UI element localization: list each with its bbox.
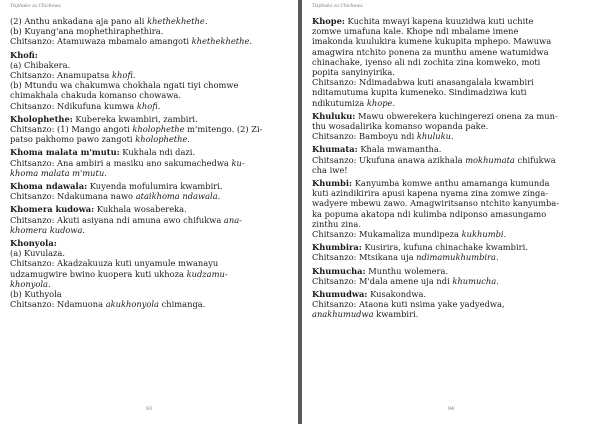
headword: Khumudwa: (312, 289, 368, 300)
example-term: ataikhoma ndawala (135, 191, 218, 202)
entry-text: Khala mwamantha. (357, 144, 442, 155)
entry-line (312, 188, 590, 198)
entry-line (312, 289, 590, 299)
entry-line (312, 67, 590, 77)
entry-text: chinachake, iyenso ali ndi zochita zina komweko, moti (312, 56, 541, 67)
entry-text: Chitsanzo: Mtsikana uja (312, 252, 417, 263)
entry-line (312, 266, 590, 276)
entry-line (10, 114, 288, 124)
entry-text: Kubereka kwambiri, zambiri. (72, 113, 198, 124)
dictionary-entry (312, 16, 590, 108)
entry-text: Kuchita mwayi kapena kuuzidwa kuti uchite (344, 16, 534, 26)
entry-line (312, 252, 590, 262)
entry-text: Chitsanzo: Bamboyu ndi (312, 131, 417, 142)
entry-text: ndikutumiza (312, 97, 367, 108)
dictionary-entry (312, 178, 590, 239)
entry-line (10, 181, 288, 191)
entry-text: Chitsanzo: Akadzakuuza kuti unyamule mwanayu (10, 258, 219, 269)
example-term: khope (366, 97, 393, 108)
entry-text: kwambiri. (373, 309, 419, 320)
entry-line (312, 299, 590, 309)
entry-text: (b) Mtundu wa chakumwa chokhala ngati tiyi chomwe (10, 80, 239, 91)
entry-line (312, 155, 590, 165)
example-term: khoma malata m'mutu (10, 167, 105, 178)
dictionary-entry (312, 289, 590, 320)
headword: Khumbi: (312, 178, 353, 189)
entry-line (312, 219, 590, 229)
entry-line (10, 204, 288, 214)
dictionary-entry (10, 147, 288, 178)
entry-line (312, 165, 590, 175)
entry-text: . (132, 70, 136, 81)
example-term: khonyola (10, 278, 48, 289)
entry-text: . (104, 167, 107, 178)
example-term: khumucha (452, 275, 497, 286)
entry-text: Mawu obwerekera kuchingerezi onena za mun- (355, 110, 558, 121)
left-page (0, 0, 298, 424)
example-term: ndimamukhumbira (416, 252, 496, 263)
entry-line (10, 60, 288, 70)
entry-text: . (157, 100, 161, 111)
running-header: Tsiphuko za Chichewa (312, 4, 363, 9)
entry-text: Chitsanzo: Anamupatsa (10, 70, 112, 81)
entry-text: . (503, 229, 507, 240)
entry-text: chifukwa (514, 154, 556, 165)
entry-text: Chitsanzo: (1) Mango angoti (10, 124, 133, 135)
example-term: anakhumudwa (312, 309, 374, 320)
entry-text: Chitsanzo: M'dala amene uja ndi (312, 275, 453, 286)
entry-text: Kanyumba komwe anthu amamanga kumunda (352, 178, 550, 189)
entry-text: (a) Kuvulaza. (10, 248, 66, 259)
entry-text: chimakhala chakuda komanso chowawa. (10, 90, 182, 101)
entry-text: thu wosadalirika komanso wopanda pake. (312, 121, 489, 132)
entry-text: kuti azindikirira apusi kapena nyama zina zomwe zinga- (312, 188, 549, 199)
entry-line (10, 279, 288, 289)
entry-text: . (187, 134, 191, 145)
entry-line (10, 289, 288, 299)
entry-line (10, 16, 288, 26)
entry-line (312, 16, 590, 26)
page-number: 93 (145, 406, 153, 412)
dictionary-entry (10, 114, 288, 145)
entry-line (312, 111, 590, 121)
entry-text: Kukhala ndi dazi. (119, 147, 196, 158)
entry-text: Kuyenda mofulumira kwambiri. (87, 181, 223, 192)
dictionary-entries (312, 16, 590, 323)
example-term: kholophethe (132, 124, 185, 135)
headword: Khofi: (10, 49, 38, 60)
page-number: 94 (447, 406, 455, 412)
entry-text: ka popuma akatopa ndi kulimba ndiponso amasungamo (312, 208, 547, 219)
entry-line (10, 158, 288, 168)
entry-line (312, 98, 590, 108)
example-term: kukhumbi (461, 229, 504, 240)
entry-text: . (495, 252, 499, 263)
example-term: khethekhethe (147, 16, 205, 26)
entry-line (312, 209, 590, 219)
entry-text: (b) Kuyang'ana mophethiraphethira. (10, 26, 164, 37)
headword: Kholophethe: (10, 113, 73, 124)
entry-text: (2) Anthu ankadana aja pano ali (10, 16, 148, 26)
dictionary-entry (312, 111, 590, 142)
entry-line (10, 299, 288, 309)
entry-text: Chitsanzo: Atamuwaza mbamalo amangoti (10, 36, 192, 47)
example-term: khethekhethe (191, 36, 250, 47)
entry-text: (a) Chibakera. (10, 59, 71, 70)
entry-line (10, 80, 288, 90)
entry-text: . (217, 191, 221, 202)
entry-text: Chitsanzo: Ataona kuti nsima yake yadyedwa, (312, 299, 505, 310)
entry-text: Kukhala wosabereka. (94, 204, 187, 215)
entry-line (10, 90, 288, 100)
entry-line (10, 248, 288, 258)
headword: Khumbira: (312, 242, 362, 253)
entry-line (312, 36, 590, 46)
entry-text: wadyere mbewu zawo. Amagwiritsanso ntchito kanyumba- (312, 198, 560, 209)
entry-text: m'mitengo. (2) Zi- (184, 124, 263, 135)
entry-line (312, 178, 590, 188)
entry-text: Chitsanzo: Ndakumana nawo (10, 191, 136, 202)
entry-line (312, 77, 590, 87)
entry-line (10, 258, 288, 268)
entry-text: cha iwe! (312, 164, 348, 175)
entry-text: Kusakondwa. (367, 289, 427, 300)
entry-text: zinthu zina. (312, 218, 361, 229)
dictionary-entry (312, 242, 590, 262)
entry-text: . (450, 131, 454, 142)
headword: Khomera kudowa: (10, 204, 95, 215)
headword: Khope: (312, 16, 345, 26)
entry-line (312, 276, 590, 286)
entry-line (10, 26, 288, 36)
example-term: khofi (136, 100, 158, 111)
entry-line (10, 269, 288, 279)
headword: Khuluku: (312, 110, 356, 121)
entry-line (312, 87, 590, 97)
example-term: kudzamu- (186, 268, 228, 279)
entry-line (312, 242, 590, 252)
entry-text: amagwira ntchito ponena za munthu amene watumidwa (312, 46, 549, 57)
example-term: khuluku (416, 131, 451, 142)
entry-text: (b) Kuthyola (10, 289, 62, 300)
entry-line (10, 124, 288, 134)
example-term: khomera kudowa (10, 224, 83, 235)
entry-text: patso pakhomo pawo zangoti (10, 134, 136, 145)
entry-text: Munthu wolemera. (365, 265, 449, 276)
entry-line (10, 238, 288, 248)
entry-text: Chitsanzo: Akuti asiyana ndi amuna awo chifukwa (10, 214, 224, 225)
entry-text: . (496, 275, 499, 286)
entry-line (312, 229, 590, 239)
dictionary-entry (10, 50, 288, 111)
running-header: Tsiphuko za Chichewa (10, 4, 61, 9)
entry-text: Chitsanzo: Ndamuona (10, 299, 106, 310)
entry-text: . (249, 36, 253, 47)
entry-line (10, 168, 288, 178)
entry-text: popita sanyinyirika. (312, 67, 395, 78)
dictionary-entry (312, 266, 590, 286)
example-term: ku- (231, 157, 245, 168)
entry-text: . (48, 278, 51, 289)
example-term: khofi (111, 70, 133, 81)
headword: Khoma ndawala: (10, 181, 88, 192)
entry-line (10, 50, 288, 60)
right-page (302, 0, 600, 424)
entry-line (10, 215, 288, 225)
entry-line (10, 134, 288, 144)
entry-line (312, 57, 590, 67)
entry-line (10, 36, 288, 46)
entry-line (312, 26, 590, 36)
headword: Khoma malata m'mutu: (10, 147, 120, 158)
entry-line (10, 225, 288, 235)
entry-text: Chitsanzo: Ana ambiri a masiku ano sakumachedwa (10, 157, 232, 168)
entry-line (312, 47, 590, 57)
entry-line (10, 101, 288, 111)
example-term: mokhumata (465, 154, 515, 165)
entry-line (312, 309, 590, 319)
entry-line (312, 121, 590, 131)
dictionary-entry (10, 204, 288, 235)
entry-text: . (392, 97, 396, 108)
entry-line (312, 198, 590, 208)
dictionary-entries (10, 16, 288, 312)
entry-text: . (204, 16, 208, 26)
entry-text: Kusirira, kufuna chinachake kwambiri. (361, 242, 528, 253)
example-term: kholophethe (135, 134, 188, 145)
headword: Khonyola: (10, 238, 57, 249)
entry-text: Chitsanzo: Ndikufuna kumwa (10, 100, 137, 111)
example-term: ana- (223, 214, 242, 225)
entry-line (10, 191, 288, 201)
example-term: akukhonyola (105, 299, 159, 310)
dictionary-entry (10, 16, 288, 47)
entry-line (312, 144, 590, 154)
headword: Khumata: (312, 144, 358, 155)
entry-line (10, 147, 288, 157)
entry-text: . (82, 224, 86, 235)
entry-text: imakonda kuulukira kumene kukupita mphepo. Mawuwa (312, 36, 552, 47)
dictionary-entry (10, 238, 288, 309)
dictionary-entry (312, 144, 590, 175)
entry-text: nditamutuma kupita kumeneko. Sindimadziwa kuti (312, 87, 527, 98)
dictionary-entry (10, 181, 288, 201)
headword: Khumucha: (312, 265, 366, 276)
entry-text: chimanga. (159, 299, 206, 310)
entry-line (10, 70, 288, 80)
entry-text: Chitsanzo: Ukufuna anawa azikhala (312, 154, 466, 165)
entry-text: zomwe umafuna kale. Khope ndi mbalame imene (312, 26, 519, 37)
entry-text: Chitsanzo: Mukamaliza mundipeza (312, 229, 462, 240)
entry-text: Chitsanzo: Ndimadabwa kuti anasangalala kwambiri (312, 77, 534, 88)
entry-line (312, 131, 590, 141)
entry-text: udzamugwire bwino kuopera kuti ukhoza (10, 268, 187, 279)
